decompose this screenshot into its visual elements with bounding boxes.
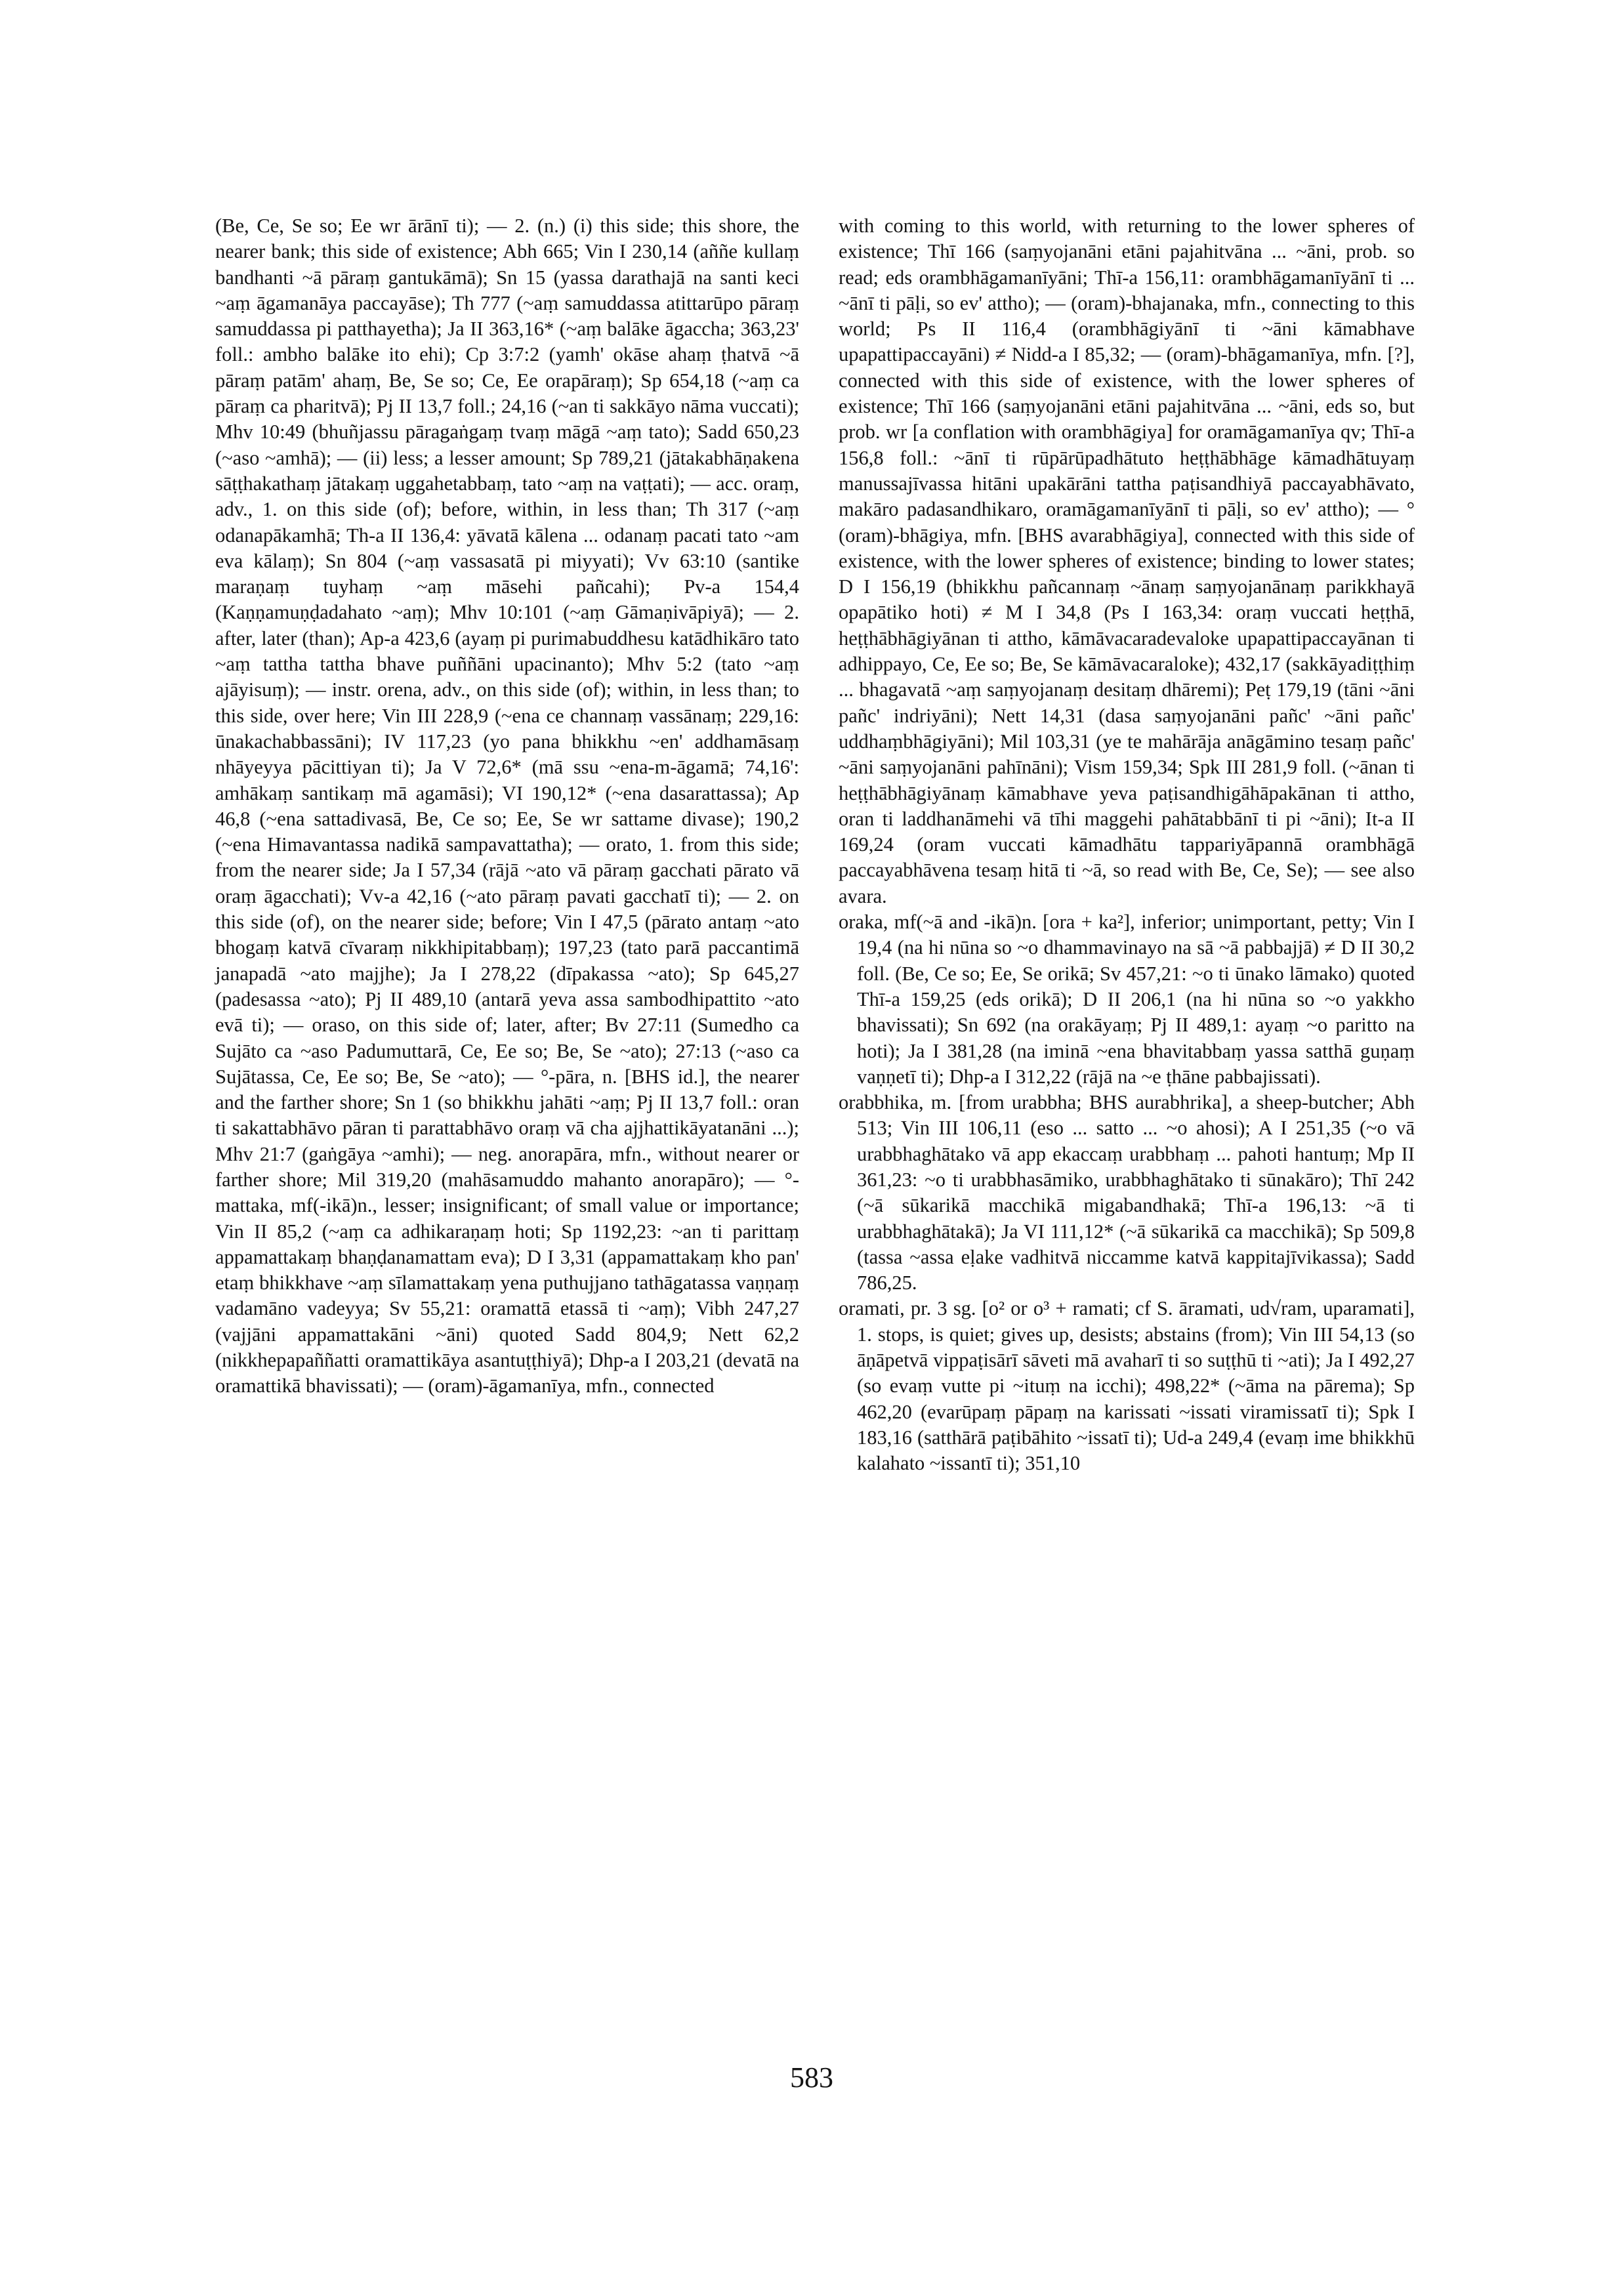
entry-orabbhika: orabbhika, m. [from urabbha; BHS aurabhrika], a sheep-butcher; Abh 513; Vin III 106,11 (eso ... satto ... ~o ahosi); A I 251,35 (~o vā urabbhaghātako vā app ekaccaṃ urabbhaṃ ... pahoti hantuṃ; Mp II 361,23: ~o ti urabbhasāmiko, urabbhaghātako ti sūnakāro); Thī 242 (~ā sūkarikā macchikā migabandhakā; Thī-a 196,13: ~ā ti urabbhaghātakā); Ja VI 111,12* (~ā sūkarikā ca macchikā); Sp 509,8 (tassa ~assa eḷake vadhitvā niccamme katvā kappitajīvikassa); Sadd 786,25. <box>839 1091 1415 1294</box>
entry-oraka: oraka, mf(~ā and -ikā)n. [ora + ka²], inferior; unimportant, petty; Vin I 19,4 (na hi nūna so ~o dhammavinayo na sā ~ā pabbajjā) ≠ D II 30,2 foll. (Be, Ce so; Ee, Se orikā; Sv 457,21: ~o ti ūnako lāmako) quoted Thī-a 159,25 (eds orikā); D II 206,1 (na hi nūna so ~o yakkho bhavissati); Sn 692 (na orakāyaṃ; Pj II 489,1: ayaṃ ~o paritto na hoti); Ja I 381,28 (na iminā ~ena bhavitabbaṃ yassa satthā guṇaṃ vaṇṇetī ti); Dhp-a I 312,22 (rājā na ~e ṭhāne pabbajissati). <box>839 911 1415 1088</box>
entry-continuation-right: with coming to this world, with returning to the lower spheres of existence; Thī 166 (saṃyojanāni etāni pajahitvāna ... ~āni, prob. so read; eds orambhāgamanīyāni; Thī-a 156,11: orambhāgamanīyānī ti ... ~ānī ti pāḷi, so ev' attho); — (oram)-bhajanaka, mfn., connecting to this world; Ps II 116,4 (orambhāgiyānī ti ~āni kāmabhave upapattipaccayāni) ≠ Nidd-a I 85,32; — (oram)-bhāgamanīya, mfn. [?], connected with this side of existence, with the lower spheres of existence; Thī 166 (saṃyojanāni etāni pajahitvāna ... ~āni, eds so, but prob. wr [a conflation with orambhāgiya] for oramāgamanīya qv; Thī-a 156,8 foll.: ~ānī ti rūpārūpadhātuto heṭṭhābhāge kāmadhātuyaṃ manussajīvassa hitāni upakārāni tattha paṭisandhiyā paccayabhāvato, makāro padasandhikaro, oramāgamanīyānī ti pāḷi, so ev' attho); — °(oram)-bhāgiya, mfn. [BHS avarabhāgiya], connected with this side of existence, with the lower spheres of existence; binding to lower states; D I 156,19 (bhikkhu pañcannaṃ ~ānaṃ saṃyojanānaṃ parikkhayā opapātiko hoti) ≠ M I 34,8 (Ps I 163,34: oraṃ vuccati heṭṭhā, heṭṭhābhāgiyānan ti attho, kāmāvacaradevaloke upapattipaccayānan ti adhippayo, Ce, Ee so; Be, Se kāmāvacaraloke); 432,17 (sakkāyadiṭṭhiṃ ... bhagavatā ~aṃ saṃyojanaṃ desitaṃ dhāremi); Peṭ 179,19 (tāni ~āni pañc' indriyāni); Nett 14,31 (dasa saṃyojanāni pañc' ~āni pañc' uddhaṃbhāgiyāni); Mil 103,31 (ye te mahārāja anāgāmino tesaṃ pañc' ~āni saṃyojanāni pahīnāni); Vism 159,34; Spk III 281,9 foll. (~ānan ti heṭṭhābhāgiyānaṃ kāmabhave yeva paṭisandhigāhāpakānan ti attho, oran ti laddhanāmehi vā tīhi maggehi pahātabbānī ti pi ~āni); It-a II 169,24 (oram vuccati kāmadhātu tappariyāpannā orambhāgā paccayabhāvena tesaṃ hitā ti ~ā, so read with Be, Ce, Se); — see also avara. <box>839 215 1415 907</box>
entry-continuation-left: (Be, Ce, Se so; Ee wr ārānī ti); — 2. (n.) (i) this side; this shore, the nearer bank; this side of existence; Abh 665; Vin I 230,14 (aññe kullaṃ bandhanti ~ā pāraṃ gantukāmā); Sn 15 (yassa darathajā na santi keci ~aṃ āgamanāya paccayāse); Th 777 (~aṃ samuddassa atittarūpo pāraṃ samuddassa pi patthayetha); Ja II 363,16* (~aṃ balāke āgaccha; 363,23' foll.: ambho balāke ito ehi); Cp 3:7:2 (yamh' okāse ahaṃ ṭhatvā ~ā pāraṃ patām' ahaṃ, Be, Se so; Ce, Ee orapāraṃ); Sp 654,18 (~aṃ ca pāraṃ ca pharitvā); Pj II 13,7 foll.; 24,16 (~an ti sakkāyo nāma vuccati); Mhv 10:49 (bhuñjassu pāragaṅgaṃ tvaṃ māgā ~aṃ tato); Sadd 650,23 (~aso ~amhā); — (ii) less; a lesser amount; Sp 789,21 (jātakabhāṇakena sāṭṭhakathaṃ jātakaṃ uggahetabbaṃ, tato ~aṃ na vaṭṭati); — acc. oraṃ, adv., 1. on this side (of); before, within, in less than; Th 317 (~aṃ odanapākamhā; Th-a II 136,4: yāvatā kālena ... odanaṃ pacati tato ~am eva kālaṃ); Sn 804 (~aṃ vassasatā pi miyyati); Vv 63:10 (santike maraṇaṃ tuyhaṃ ~aṃ māsehi pañcahi); Pv-a 154,4 (Kaṇṇamuṇḍadahato ~aṃ); Mhv 10:101 (~aṃ Gāmaṇivāpiyā); — 2. after, later (than); Ap-a 423,6 (ayaṃ pi purimabuddhesu katādhikāro tato ~aṃ tattha tattha bhave puññāni upacinanto); Mhv 5:2 (tato ~aṃ ajāyisuṃ); — instr. orena, adv., on this side (of); within, in less than; to this side, over here; Vin III 228,9 (~ena ce channaṃ vassānaṃ; 229,16: ūnakachabbassāni); IV 117,23 (yo pana bhikkhu ~en' addhamāsaṃ nhāyeyya pācittiyan ti); Ja V 72,6* (mā ssu ~ena-m-āgamā; 74,16': amhākaṃ santikaṃ mā agamāsi); VI 190,12* (~ena dasarattassa); Ap 46,8 (~ena sattadivasā, Be, Ce so; Ee, Se wr sattame divase); 190,2 (~ena Himavantassa nadikā sampavattatha); — orato, 1. from this side; from the nearer side; Ja I 57,34 (rājā ~ato vā pāraṃ gacchati pārato vā oraṃ āgacchati); Vv-a 42,16 (~ato pāraṃ pavati gacchatī ti); — 2. on this side (of), on the nearer side; before; Vin I 47,5 (pārato antaṃ ~ato bhogaṃ katvā cīvaraṃ nikkhipitabbaṃ); 197,23 (tato parā paccantimā janapadā ~ato majjhe); Ja I 278,22 (dīpakassa ~ato); Sp 645,27 (padesassa ~ato); Pj II 489,10 (antarā yeva assa sambodhipattito ~ato evā ti); — oraso, on this side of; later, after; Bv 27:11 (Sumedho ca Sujāto ca ~aso Padumuttarā, Ce, Ee so; Be, Se ~ato); 27:13 (~aso ca Sujātassa, Ce, Ee so; Be, Se ~ato); — °-pāra, n. [BHS id.], the nearer and the farther shore; Sn 1 (so bhikkhu jahāti ~aṃ; Pj II 13,7 foll.: oran ti sakattabhāvo pāran ti parattabhāvo oraṃ vā cha ajjhattikāyatanāni ...); Mhv 21:7 (gaṅgāya ~amhi); — neg. anorapāra, mfn., without nearer or farther shore; Mil 319,20 (mahāsamuddo mahanto anorapāro); — °-mattaka, mf(-ikā)n., lesser; insignificant; of small value or importance; Vin II 85,2 (~aṃ ca adhikaraṇaṃ hoti; Sp 1192,23: ~an ti parittaṃ appamattakaṃ bhaṇḍanamattam eva); D I 3,31 (appamattakaṃ kho pan' etaṃ bhikkhave ~aṃ sīlamattakaṃ yena puthujjano tathāgatassa vaṇṇaṃ vadamāno vadeyya; Sv 55,21: oramattā etassā ti ~aṃ); Vibh 247,27 (vajjāni appamattakāni ~āni) quoted Sadd 804,9; Nett 62,2 (nikkhepapaññatti oramattikāya asantuṭṭhiyā); Dhp-a I 203,21 (devatā na oramattikā bhavissati); — (oram)-āgamanīya, mfn., connected <box>215 215 799 1397</box>
entry-oramati: oramati, pr. 3 sg. [o² or o³ + ramati; cf S. āramati, ud√ram, uparamati], 1. stops, is quiet; gives up, desists; abstains (from); Vin III 54,13 (so āṇāpetvā vippaṭisārī sāveti mā avaharī ti so suṭṭhū ti ~ati); Ja I 492,27 (so evaṃ vutte pi ~ituṃ na icchi); 498,22* (~āma na pārema); Sp 462,20 (evarūpaṃ pāpaṃ na karissati ~issati viramissatī ti); Spk I 183,16 (satthārā paṭibāhito ~issatī ti); Ud-a 249,4 (evaṃ ime bhikkhū kalahato ~issantī ti); 351,10 <box>839 1297 1415 1475</box>
left-column <box>215 213 799 1399</box>
right-column <box>839 213 1415 1477</box>
page-number: 583 <box>790 2061 833 2094</box>
